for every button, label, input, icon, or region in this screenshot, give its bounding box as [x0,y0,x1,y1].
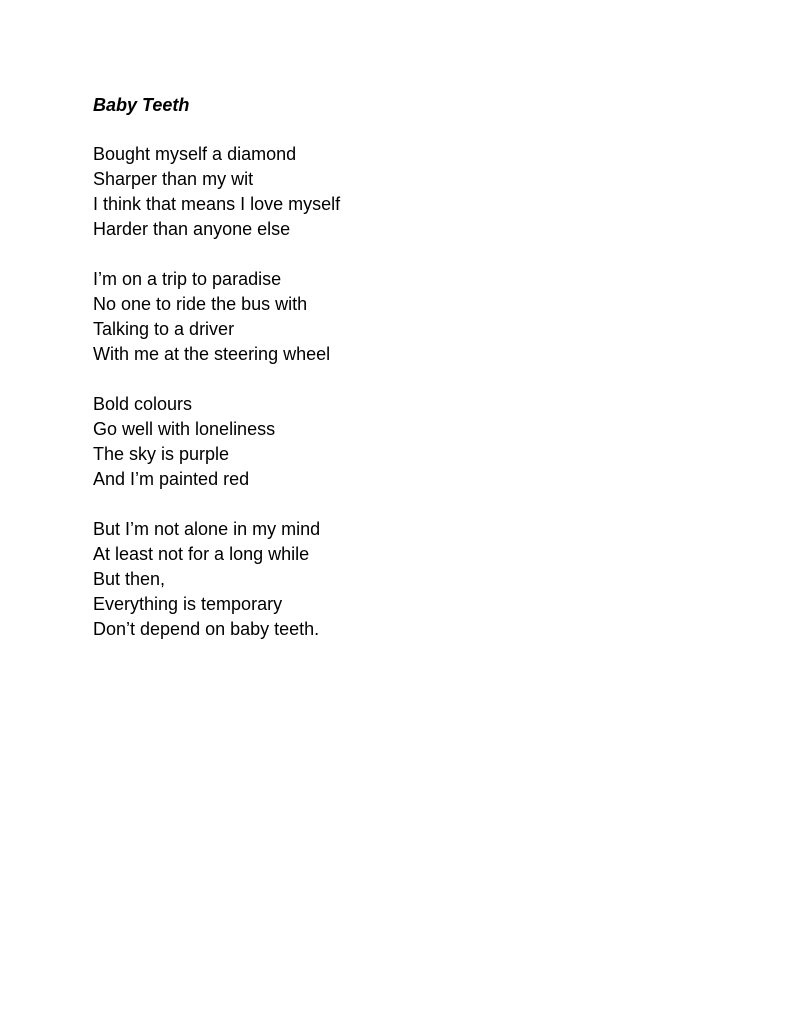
poem-line: And I’m painted red [93,469,250,489]
poem-line: Sharper than my wit [93,169,254,189]
poem-line: Harder than anyone else [93,219,291,239]
poem-line: Bought myself a diamond [93,144,297,164]
poem-line: Don’t depend on baby teeth. [93,619,320,639]
poem-title: Baby Teeth [93,95,190,115]
poem-line: But then, [93,569,166,589]
stanza-1 [93,142,713,242]
stanza-2 [93,267,713,367]
poem-line: But I’m not alone in my mind [93,519,321,539]
poem-line: With me at the steering wheel [93,344,331,364]
poem-line: The sky is purple [93,444,230,464]
poem-line: Everything is temporary [93,594,283,614]
poem [93,93,713,667]
poem-line: Talking to a driver [93,319,235,339]
poem-line: I’m on a trip to paradise [93,269,282,289]
poem-line: No one to ride the bus with [93,294,308,314]
poem-line: Bold colours [93,394,193,414]
poem-line: At least not for a long while [93,544,310,564]
stanza-3 [93,392,713,492]
stanza-4 [93,517,713,642]
poem-line: Go well with loneliness [93,419,276,439]
poem-line: I think that means I love myself [93,194,341,214]
